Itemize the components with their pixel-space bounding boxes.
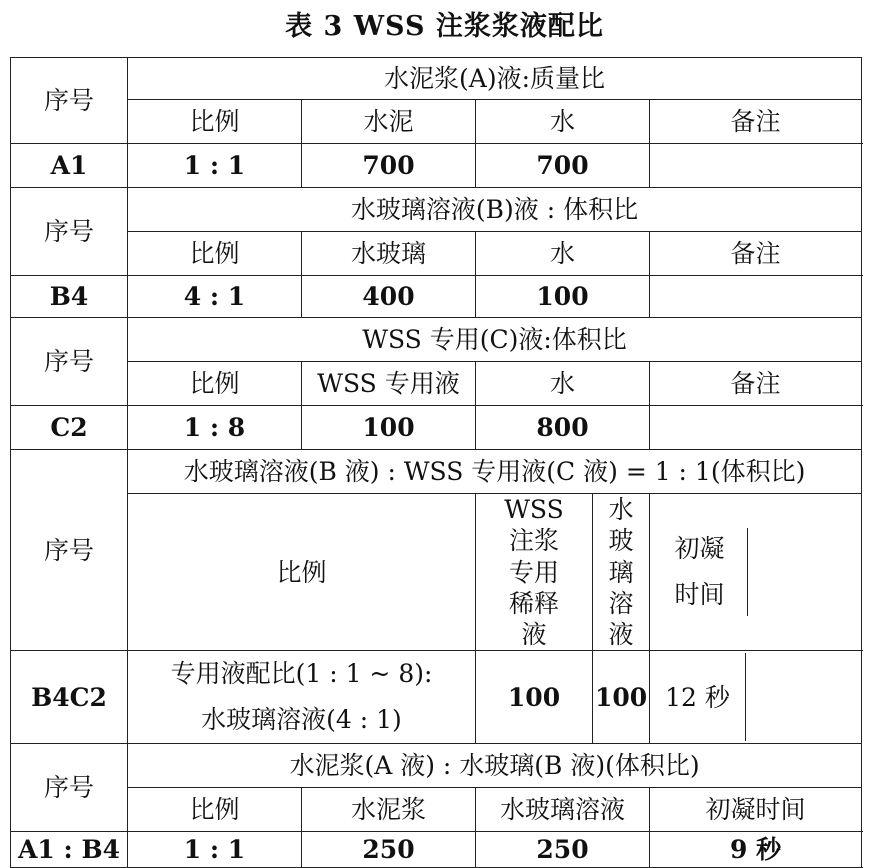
- section-ab-row-no: A1 : B4: [11, 832, 128, 868]
- section-a-row-note: [650, 144, 862, 188]
- section-a-row-water: 700: [476, 144, 650, 188]
- section-bc-col-setting-time: [650, 494, 862, 651]
- section-bc-no-label: 序号: [11, 450, 128, 651]
- section-ab-row-cement-slurry: 250: [302, 832, 476, 868]
- section-a-col-ratio: 比例: [128, 100, 302, 144]
- section-a-col-cement: 水泥: [302, 100, 476, 144]
- section-c-col-note: 备注: [650, 362, 862, 406]
- section-bc-header: 水玻璃溶液(B 液) : WSS 专用液(C 液) = 1 : 1(体积比): [128, 450, 862, 494]
- section-c-header: WSS 专用(C)液:体积比: [128, 318, 862, 362]
- section-ab-header-row: [11, 744, 862, 788]
- section-b-col-water: 水: [476, 232, 650, 276]
- table-row: [11, 144, 862, 188]
- section-a-col-water: 水: [476, 100, 650, 144]
- section-b-col-note: 备注: [650, 232, 862, 276]
- section-ab-no-label: 序号: [11, 744, 128, 832]
- section-ab-row-water-glass: 250: [476, 832, 650, 868]
- ratio-line-1: 专用液配比(1 : 1 ~ 8):: [170, 659, 433, 689]
- ratio-line-2: 水玻璃溶液(4 : 1): [201, 705, 402, 735]
- section-bc-row-diluent: 100: [476, 651, 593, 744]
- grout-mix-ratio-table: [10, 57, 862, 868]
- section-a-col-note: 备注: [650, 100, 862, 144]
- section-ab-col-setting-time: 初凝时间: [650, 788, 862, 832]
- section-b-row-water-glass: 400: [302, 276, 476, 318]
- section-b-col-water-glass: 水玻璃: [302, 232, 476, 276]
- section-a-row-no: A1: [11, 144, 128, 188]
- section-a-header-row: [11, 58, 862, 100]
- section-bc-col-wss-diluent: WSS 注浆专用稀释液: [476, 494, 593, 651]
- section-c-no-label: 序号: [11, 318, 128, 406]
- section-c-row-water: 800: [476, 406, 650, 450]
- section-bc-row-no: B4C2: [11, 651, 128, 744]
- section-a-header: 水泥浆(A)液:质量比: [128, 58, 862, 100]
- section-b-header: 水玻璃溶液(B)液 : 体积比: [128, 188, 862, 232]
- section-c-column-row: [11, 362, 862, 406]
- section-ab-col-cement-slurry: 水泥浆: [302, 788, 476, 832]
- section-a-column-row: [11, 100, 862, 144]
- section-c-header-row: [11, 318, 862, 362]
- section-b-row-note: [650, 276, 862, 318]
- table-row: [11, 406, 862, 450]
- section-bc-col-water-glass-solution: 水玻璃溶液: [593, 494, 650, 651]
- section-c-col-wss-liquid: WSS 专用液: [302, 362, 476, 406]
- section-bc-header-row: [11, 450, 862, 494]
- section-c-row-ratio: 1 : 8: [128, 406, 302, 450]
- section-b-header-row: [11, 188, 862, 232]
- section-ab-col-water-glass-solution: 水玻璃溶液: [476, 788, 650, 832]
- section-c-col-water: 水: [476, 362, 650, 406]
- section-a-row-cement: 700: [302, 144, 476, 188]
- section-bc-row-setting-time: 12 秒: [665, 682, 730, 712]
- section-bc-column-row: [11, 494, 862, 651]
- section-ab-col-ratio: 比例: [128, 788, 302, 832]
- table-title: 表 3 WSS 注浆浆液配比: [285, 11, 604, 42]
- section-ab-row-ratio: 1 : 1: [128, 832, 302, 868]
- section-b-row-water: 100: [476, 276, 650, 318]
- section-bc-row-ratio: [128, 651, 476, 744]
- section-c-col-ratio: 比例: [128, 362, 302, 406]
- section-c-row-wss-liquid: 100: [302, 406, 476, 450]
- section-a-no-label: 序号: [11, 58, 128, 144]
- section-bc-row-water-glass: 100: [593, 651, 650, 744]
- section-a-row-ratio: 1 : 1: [128, 144, 302, 188]
- section-bc-col-ratio: 比例: [128, 494, 476, 651]
- table-row: [11, 276, 862, 318]
- section-ab-column-row: [11, 788, 862, 832]
- section-bc-row-setting-time-cell: [650, 651, 862, 744]
- section-b-col-ratio: 比例: [128, 232, 302, 276]
- section-c-row-note: [650, 406, 862, 450]
- section-c-row-no: C2: [11, 406, 128, 450]
- section-ab-header: 水泥浆(A 液) : 水玻璃(B 液)(体积比): [128, 744, 862, 788]
- table-row: [11, 832, 862, 868]
- setting-time-label: 初凝时间: [674, 534, 725, 610]
- section-b-row-no: B4: [11, 276, 128, 318]
- table-row: [11, 651, 862, 744]
- section-b-no-label: 序号: [11, 188, 128, 276]
- section-ab-row-setting-time: 9 秒: [650, 832, 862, 868]
- section-b-column-row: [11, 232, 862, 276]
- section-b-row-ratio: 4 : 1: [128, 276, 302, 318]
